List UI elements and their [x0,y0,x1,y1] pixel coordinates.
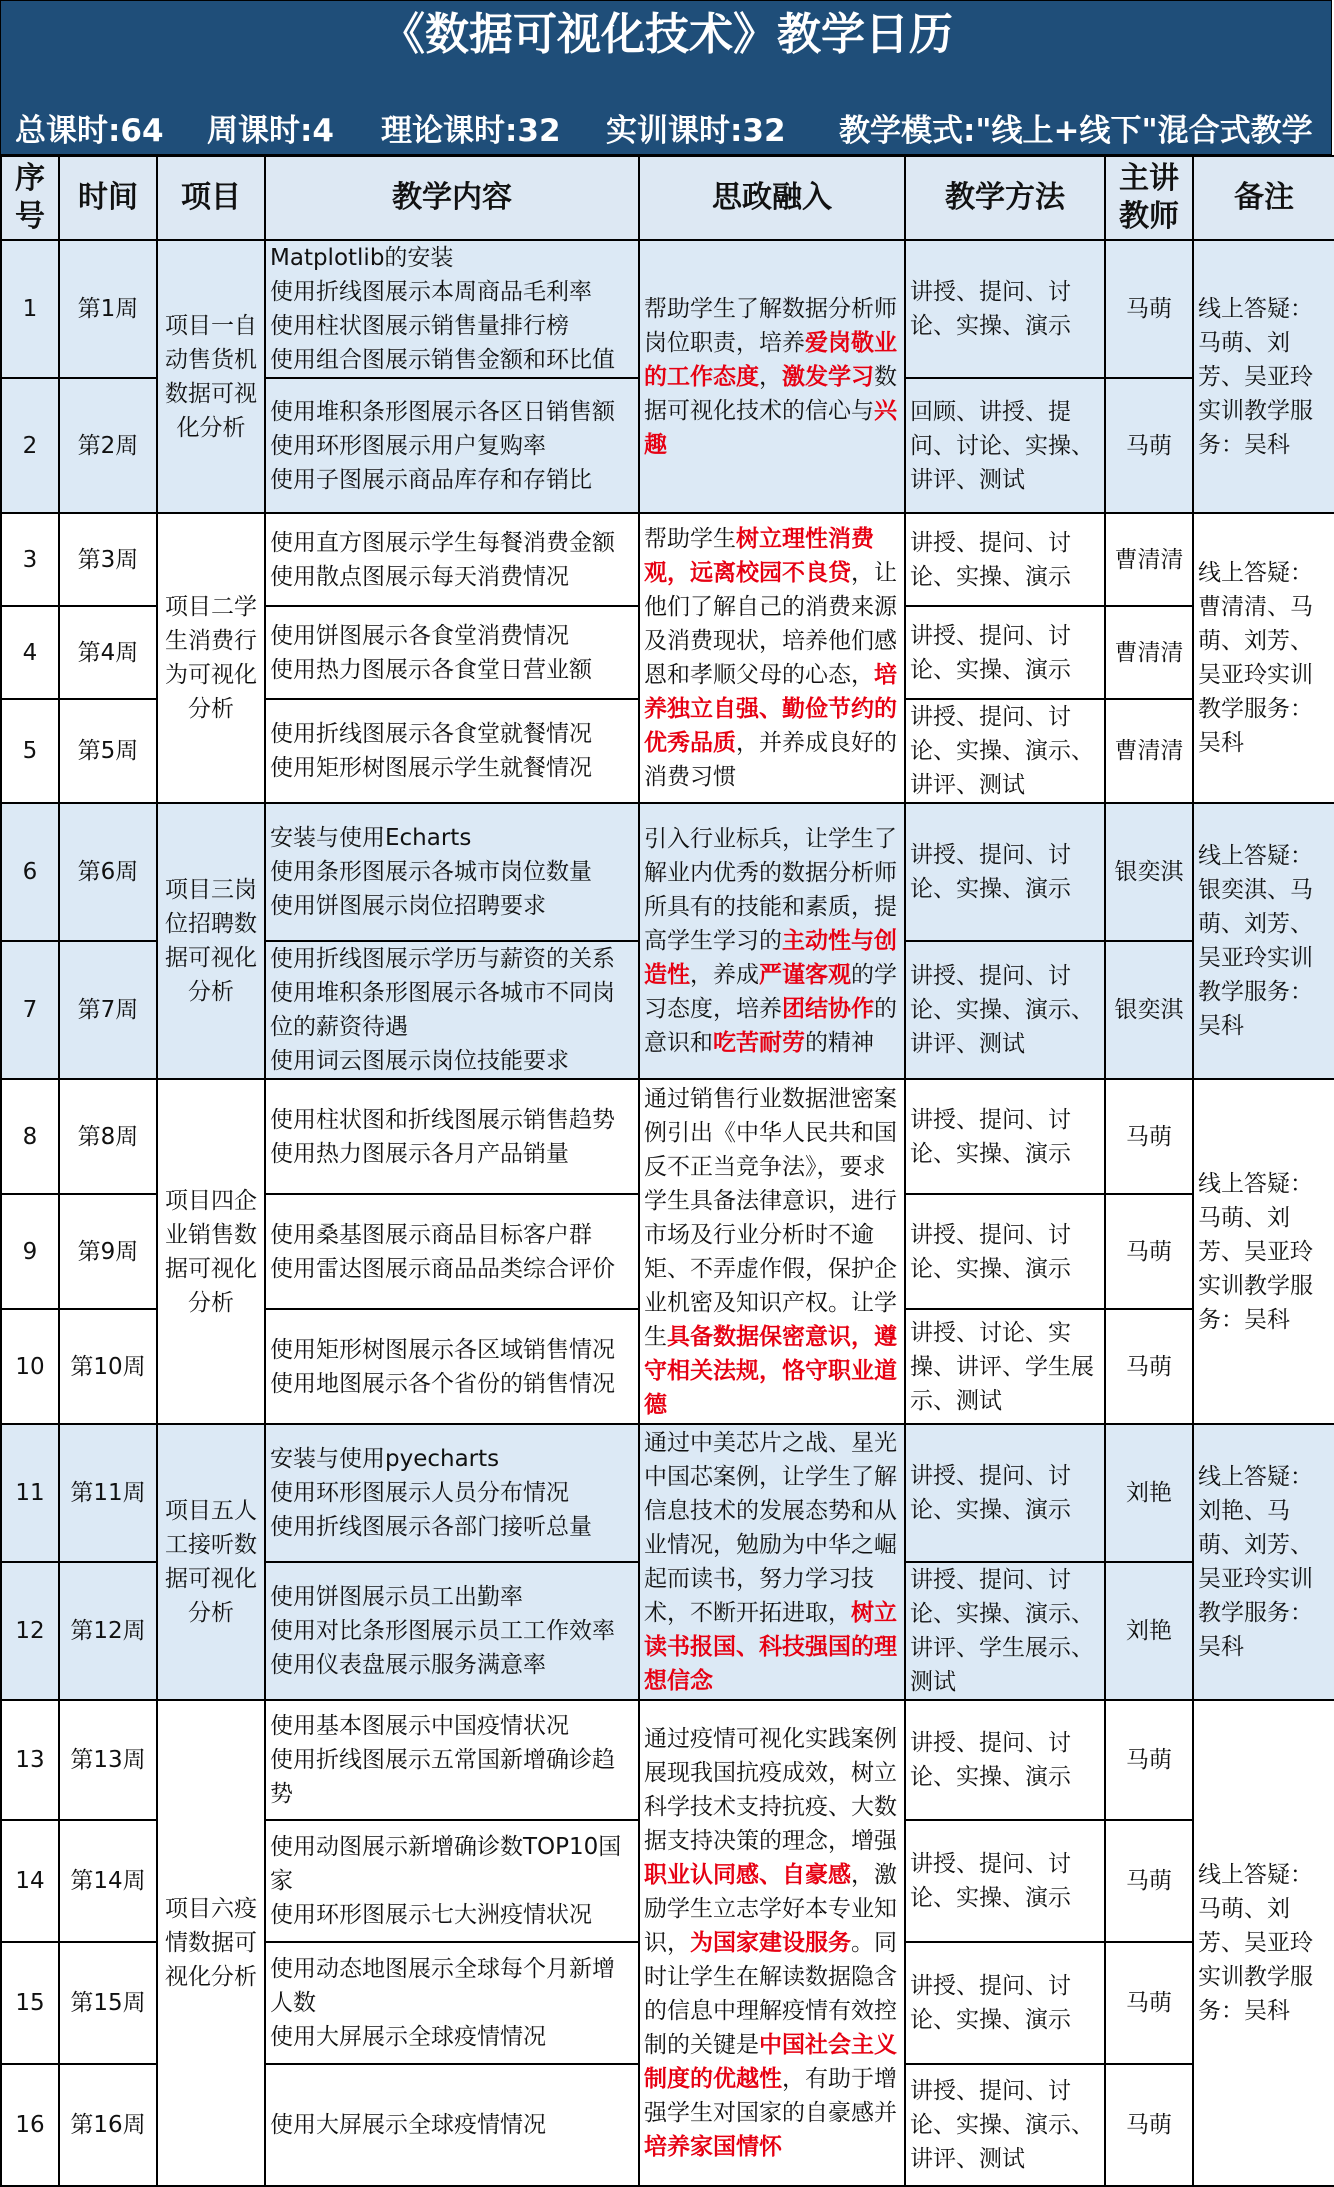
teacher-cell: 曹清清 [1105,513,1193,606]
seq-cell: 16 [1,2064,59,2186]
ideology-highlight: 具备数据保密意识，遵守相关法规，恪守职业道德 [644,1323,897,1418]
ideology-text: 引入行业标兵，让学生了解业内优秀的数据分析师所具有的技能和素质，提高学生学习的 [644,826,897,954]
header-method: 教学方法 [905,156,1105,240]
week-cell: 第6周 [59,803,157,941]
ideology-highlight: 培养独立自强、勤俭节约的优秀品质 [644,662,897,756]
content-line: 使用热力图展示各食堂日营业额 [270,656,592,683]
week-cell: 第7周 [59,941,157,1079]
header-note: 备注 [1193,156,1334,240]
teacher-cell: 曹清清 [1105,699,1193,803]
content-line: 使用对比条形图展示员工工作效率 [270,1618,615,1644]
page-title: 《数据可视化技术》教学日历 [381,9,953,60]
header-teacher: 主讲教师 [1105,156,1193,240]
content-line: 使用热力图展示各月产品销量 [270,1140,569,1167]
content-line: 使用散点图展示每天消费情况 [270,563,569,590]
table-row [1,803,1334,941]
ideology-text: 通过疫情可视化实践案例展现我国抗疫成效，树立科学技术支持抗疫、大数据支持决策的理念，增强 [644,1726,897,1854]
seq-cell: 8 [1,1079,59,1194]
ideology-cell [639,240,905,513]
header-ideology: 思政融入 [639,156,905,240]
content-cell [265,378,639,513]
method-cell: 讲授、提问、讨论、实操、演示、讲评、测试 [905,941,1105,1079]
teacher-cell: 马萌 [1105,1942,1193,2064]
method-cell: 讲授、提问、讨论、实操、演示 [905,803,1105,941]
calendar-table [0,155,1334,2187]
method-cell: 讲授、提问、讨论、实操、演示 [905,1424,1105,1562]
method-cell: 讲授、提问、讨论、实操、演示 [905,606,1105,699]
seq-cell: 5 [1,699,59,803]
content-line: 使用折线图展示学历与薪资的关系 [270,946,615,972]
note-cell: 线上答疑：刘艳、马萌、刘芳、吴亚玲实训教学服务：吴科 [1193,1424,1334,1700]
content-line: 使用折线图展示本周商品毛利率 [270,279,592,305]
content-line: 使用饼图展示各食堂消费情况 [270,622,569,649]
project-cell: 项目三岗位招聘数据可视化分析 [157,803,265,1079]
ideology-text: ，激励学生立志学好本专业知识， [644,1862,897,1956]
ideology-text: 通过中美芯片之战、星光中国芯案例，让学生了解信息技术的发展态势和从业情况，勉励为中华之崛起而读书，努力学习技术，不断开拓进取， [644,1430,897,1626]
ideology-cell [639,1079,905,1424]
note-cell: 线上答疑：银奕淇、马萌、刘芳、吴亚玲实训教学服务：吴科 [1193,803,1334,1079]
ideology-text: 通过销售行业数据泄密案例引出《中华人民共和国反不正当竞争法》，要求学生具备法律意识，进行市场及行业分析时不逾矩、不弄虚作假，保护企业机密及知识产权。让学生 [644,1085,897,1350]
content-line: 使用柱状图和折线图展示销售趋势 [270,1106,615,1133]
ideology-cell [639,513,905,803]
teacher-cell: 马萌 [1105,1820,1193,1942]
teacher-cell: 马萌 [1105,1194,1193,1309]
teacher-cell: 马萌 [1105,378,1193,513]
ideology-text: 数据可视化技术的信心与 [644,363,897,424]
seq-cell: 4 [1,606,59,699]
content-cell [265,1079,639,1194]
total-hours: 总课时:64 [15,113,164,149]
content-line: 使用折线图展示各部门接听总量 [270,1514,592,1540]
ideology-highlight: 激发学习 [782,363,874,390]
content-line: 使用柱状图展示销售量排行榜 [270,313,569,339]
project-cell: 项目二学生消费行为可视化分析 [157,513,265,803]
content-line: 使用子图展示商品库存和存销比 [270,466,592,493]
week-cell: 第12周 [59,1562,157,1700]
ideology-text: ，让他们了解自己的消费来源及消费现状，培养他们感恩和孝顺父母的心态， [644,560,897,688]
content-line: 使用动态地图展示全球每个月新增人数 [270,1956,615,2016]
content-cell [265,2064,639,2186]
content-line: 使用矩形树图展示学生就餐情况 [270,755,592,781]
method-cell: 讲授、提问、讨论、实操、演示 [905,513,1105,606]
week-cell: 第3周 [59,513,157,606]
teacher-cell: 刘艳 [1105,1424,1193,1562]
ideology-text: 的精神 [805,1030,874,1056]
teacher-cell: 刘艳 [1105,1562,1193,1700]
week-cell: 第16周 [59,2064,157,2186]
content-line: Matplotlib的安装 [270,245,454,271]
ideology-highlight: 为国家建设服务 [690,1930,851,1956]
content-cell [265,606,639,699]
content-line: 使用堆积条形图展示各区日销售额 [270,398,615,425]
week-cell: 第2周 [59,378,157,513]
seq-cell: 15 [1,1942,59,2064]
ideology-text: ，养成 [690,962,759,988]
content-line: 使用桑基图展示商品目标客户群 [270,1221,592,1248]
teacher-cell: 马萌 [1105,240,1193,378]
project-cell: 项目一自动售货机数据可视化分析 [157,240,265,513]
ideology-highlight: 吃苦耐劳 [713,1030,805,1056]
ideology-text: 的学习态度，培养 [644,962,897,1022]
teacher-cell: 马萌 [1105,1700,1193,1820]
content-line: 安装与使用pyecharts [270,1446,500,1472]
teacher-cell: 曹清清 [1105,606,1193,699]
seq-cell: 9 [1,1194,59,1309]
week-cell: 第10周 [59,1309,157,1424]
ideology-cell [639,1700,905,2186]
seq-cell: 11 [1,1424,59,1562]
theory-hours: 理论课时:32 [381,113,561,149]
content-line: 使用大屏展示全球疫情情况 [270,2024,546,2050]
table-row [1,1079,1334,1194]
note-cell: 线上答疑：曹清清、马萌、刘芳、吴亚玲实训教学服务：吴科 [1193,513,1334,803]
content-line: 使用雷达图展示商品品类综合评价 [270,1255,615,1282]
content-cell [265,513,639,606]
method-cell: 讲授、提问、讨论、实操、演示 [905,1079,1105,1194]
ideology-highlight: 主动性与创造性 [644,928,897,988]
content-line: 使用仪表盘展示服务满意率 [270,1652,546,1678]
seq-cell: 2 [1,378,59,513]
table-row [1,240,1334,378]
content-line: 使用动图展示新增确诊数TOP10国家 [270,1834,622,1894]
content-line: 使用饼图展示岗位招聘要求 [270,893,546,919]
weekly-hours: 周课时:4 [207,113,334,149]
content-line: 使用词云图展示岗位技能要求 [270,1048,569,1074]
header-project: 项目 [157,156,265,240]
teaching-mode: 教学模式:"线上+线下"混合式教学 [839,113,1313,149]
seq-cell: 7 [1,941,59,1079]
header-content: 教学内容 [265,156,639,240]
table-row [1,1700,1334,1820]
teacher-cell: 马萌 [1105,2064,1193,2186]
ideology-cell [639,1424,905,1700]
ideology-highlight: 团结协作 [782,996,874,1022]
content-line: 使用组合图展示销售金额和环比值 [270,347,615,373]
calendar-body [1,240,1334,2186]
seq-cell: 10 [1,1309,59,1424]
content-cell [265,803,639,941]
ideology-highlight: 树立读书报国、科技强国的理想信念 [644,1600,897,1694]
content-cell [265,1820,639,1942]
content-line: 使用折线图展示各食堂就餐情况 [270,721,592,747]
ideology-highlight: 培养家国情怀 [644,2134,782,2160]
ideology-highlight: 兴趣 [644,397,897,458]
note-cell: 线上答疑：马萌、刘芳、吴亚玲实训教学服务：吴科 [1193,1079,1334,1424]
ideology-highlight: 职业认同感、自豪感 [644,1862,851,1888]
ideology-text: ， [759,363,782,390]
content-cell [265,1194,639,1309]
seq-cell: 1 [1,240,59,378]
ideology-text: 帮助学生 [644,526,736,552]
method-cell: 讲授、提问、讨论、实操、演示、讲评、学生展示、测试 [905,1562,1105,1700]
content-line: 使用堆积条形图展示各城市不同岗位的薪资待遇 [270,980,615,1040]
content-line: 使用地图展示各个省份的销售情况 [270,1370,615,1397]
week-cell: 第9周 [59,1194,157,1309]
seq-cell: 12 [1,1562,59,1700]
ideology-highlight: 中国社会主义制度的优越性 [644,2032,897,2092]
ideology-cell [639,803,905,1079]
week-cell: 第13周 [59,1700,157,1820]
seq-cell: 13 [1,1700,59,1820]
week-cell: 第8周 [59,1079,157,1194]
method-cell: 讲授、提问、讨论、实操、演示 [905,1942,1105,2064]
method-cell: 讲授、提问、讨论、实操、演示 [905,1700,1105,1820]
ideology-text: ，有助于增强学生对国家的自豪感并 [644,2066,897,2126]
content-line: 使用矩形树图展示各区域销售情况 [270,1336,615,1363]
content-cell [265,1424,639,1562]
content-cell [265,941,639,1079]
note-cell: 线上答疑：马萌、刘芳、吴亚玲实训教学服务：吴科 [1193,240,1334,513]
teacher-cell: 马萌 [1105,1309,1193,1424]
teacher-cell: 银奕淇 [1105,803,1193,941]
method-cell: 讲授、提问、讨论、实操、演示 [905,240,1105,378]
ideology-highlight: 爱岗敬业的工作态度 [644,329,897,390]
project-cell: 项目六疫情数据可视化分析 [157,1700,265,2186]
header-row [1,156,1334,240]
header-time: 时间 [59,156,157,240]
method-cell: 讲授、提问、讨论、实操、演示 [905,1194,1105,1309]
table-row [1,513,1334,606]
content-cell [265,1562,639,1700]
content-cell [265,1309,639,1424]
practice-hours: 实训课时:32 [606,113,786,149]
week-cell: 第1周 [59,240,157,378]
content-line: 安装与使用Echarts [270,825,472,851]
week-cell: 第5周 [59,699,157,803]
method-cell: 回顾、讲授、提问、讨论、实操、讲评、测试 [905,378,1105,513]
method-cell: 讲授、提问、讨论、实操、演示 [905,1820,1105,1942]
ideology-text: 。同时让学生在解读数据隐含的信息中理解疫情有效控制的关键是 [644,1930,897,2058]
table-row [1,1424,1334,1562]
project-cell: 项目四企业销售数据可视化分析 [157,1079,265,1424]
method-cell: 讲授、提问、讨论、实操、演示、讲评、测试 [905,699,1105,803]
project-cell: 项目五人工接听数据可视化分析 [157,1424,265,1700]
ideology-highlight: 树立理性消费观，远离校园不良贷 [644,526,874,586]
week-cell: 第14周 [59,1820,157,1942]
ideology-text: 的意识和 [644,996,897,1056]
ideology-text: ，并养成良好的消费习惯 [644,730,897,790]
week-cell: 第15周 [59,1942,157,2064]
content-line: 使用基本图展示中国疫情状况 [270,1713,569,1739]
seq-cell: 3 [1,513,59,606]
title-banner [0,0,1332,155]
note-cell: 线上答疑：马萌、刘芳、吴亚玲实训教学服务：吴科 [1193,1700,1334,2186]
content-line: 使用环形图展示人员分布情况 [270,1480,569,1506]
seq-cell: 14 [1,1820,59,1942]
method-cell: 讲授、讨论、实操、讲评、学生展示、测试 [905,1309,1105,1424]
content-line: 使用饼图展示员工出勤率 [270,1584,523,1610]
header-seq: 序号 [1,156,59,240]
teacher-cell: 银奕淇 [1105,941,1193,1079]
week-cell: 第4周 [59,606,157,699]
content-line: 使用环形图展示七大洲疫情状况 [270,1902,592,1928]
content-cell [265,1700,639,1820]
content-line: 使用大屏展示全球疫情情况 [270,2112,546,2138]
seq-cell: 6 [1,803,59,941]
content-line: 使用环形图展示用户复购率 [270,432,546,459]
content-cell [265,1942,639,2064]
content-cell [265,699,639,803]
ideology-text: 帮助学生了解数据分析师岗位职责，培养 [644,295,897,356]
method-cell: 讲授、提问、讨论、实操、演示、讲评、测试 [905,2064,1105,2186]
week-cell: 第11周 [59,1424,157,1562]
ideology-highlight: 严谨客观 [759,962,851,988]
content-line: 使用条形图展示各城市岗位数量 [270,859,592,885]
teacher-cell: 马萌 [1105,1079,1193,1194]
content-line: 使用直方图展示学生每餐消费金额 [270,529,615,556]
content-line: 使用折线图展示五常国新增确诊趋势 [270,1747,615,1807]
content-cell [265,240,639,378]
